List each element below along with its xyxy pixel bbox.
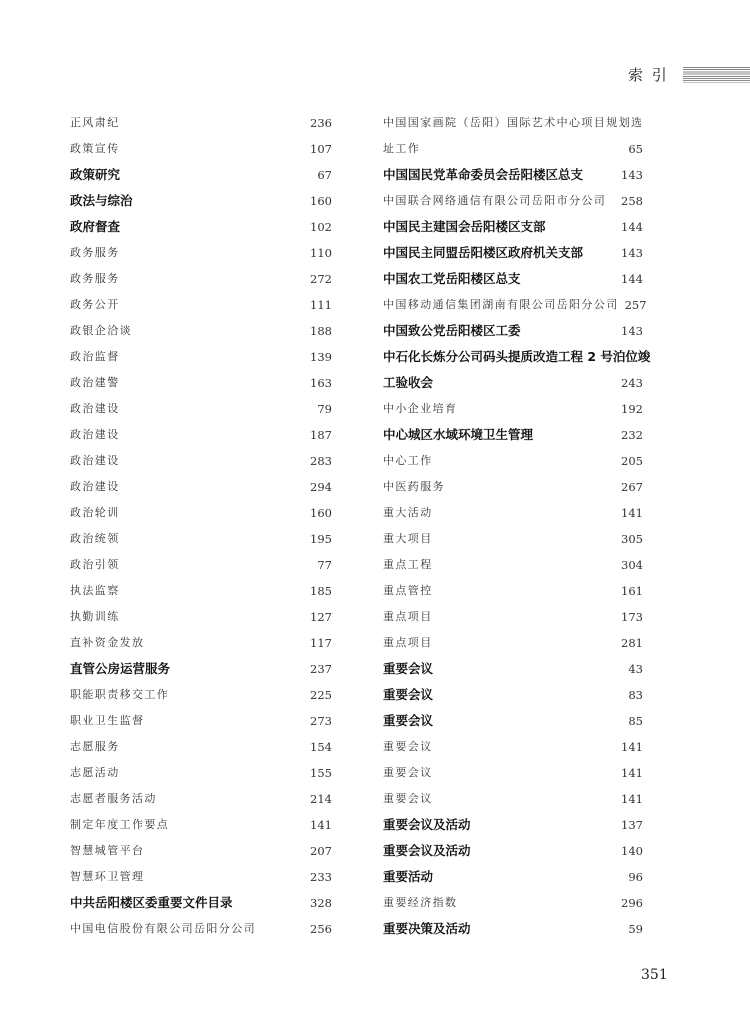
index-page-ref: 144 (621, 220, 643, 234)
index-term: 志愿者服务活动 (70, 792, 157, 805)
index-entry (383, 474, 643, 500)
index-term: 中国国家画院（岳阳）国际艺术中心项目规划选 (383, 116, 644, 129)
index-entry (383, 630, 643, 656)
index-term: 政治建警 (70, 376, 120, 389)
index-term: 重大项目 (383, 532, 433, 545)
index-entry (383, 240, 643, 266)
index-entry (383, 864, 643, 890)
index-entry (70, 214, 332, 240)
index-entry (383, 162, 643, 188)
index-page-ref: 305 (621, 532, 643, 546)
index-page-ref: 192 (621, 402, 643, 416)
page-number: 351 (641, 967, 668, 983)
index-term: 重要决策及活动 (383, 921, 471, 936)
index-entry (383, 786, 643, 812)
index-page-ref: 233 (310, 870, 332, 884)
index-term: 政治建设 (70, 480, 120, 493)
index-page-ref: 67 (317, 168, 332, 182)
index-term: 重要会议 (383, 713, 434, 728)
index-entry (383, 812, 643, 838)
index-entry (70, 864, 332, 890)
index-entry (70, 708, 332, 734)
index-term: 重点项目 (383, 610, 433, 623)
index-entry (383, 136, 643, 162)
index-page-ref: 173 (621, 610, 643, 624)
index-entry (70, 136, 332, 162)
index-term: 政法与综治 (70, 193, 133, 208)
index-term: 执法监察 (70, 584, 120, 597)
index-entry (383, 370, 643, 396)
index-page-ref: 273 (310, 714, 332, 728)
index-entry (383, 604, 643, 630)
header-decoration-lines (683, 67, 750, 83)
index-entry (383, 500, 643, 526)
index-entry (383, 734, 643, 760)
index-term: 工验收会 (383, 375, 434, 390)
index-term: 政治建设 (70, 428, 120, 441)
index-term: 中共岳阳楼区委重要文件目录 (70, 895, 233, 910)
index-page-ref: 281 (621, 636, 643, 650)
index-page-ref: 144 (621, 272, 643, 286)
index-page-ref: 187 (310, 428, 332, 442)
index-term: 址工作 (383, 142, 421, 155)
index-term: 重要会议 (383, 740, 433, 753)
index-page-ref: 225 (310, 688, 332, 702)
index-term: 政治建设 (70, 454, 120, 467)
index-term: 重要会议 (383, 661, 434, 676)
index-page-ref: 85 (628, 714, 643, 728)
index-entry (383, 916, 643, 942)
index-column-right (383, 110, 651, 942)
index-term: 志愿活动 (70, 766, 120, 779)
index-page-ref: 257 (624, 298, 647, 312)
index-page-ref: 96 (628, 870, 643, 884)
index-page-ref: 205 (621, 454, 643, 468)
index-column-left (70, 110, 332, 942)
index-page-ref: 258 (621, 194, 643, 208)
index-entry (70, 552, 332, 578)
index-term: 中国移动通信集团湖南有限公司岳阳分公司 (383, 298, 619, 311)
index-term: 正风肃纪 (70, 116, 120, 129)
index-term: 政务公开 (70, 298, 120, 311)
index-term: 重大活动 (383, 506, 433, 519)
index-page-ref: 137 (621, 818, 643, 832)
index-term: 重要会议及活动 (383, 817, 471, 832)
index-page-ref: 328 (310, 896, 332, 910)
index-page-ref: 256 (310, 922, 332, 936)
index-page-ref: 143 (621, 168, 643, 182)
index-page-ref: 296 (621, 896, 643, 910)
index-entry (383, 760, 643, 786)
index-entry (70, 162, 332, 188)
index-page-ref: 272 (310, 272, 332, 286)
index-term: 政务服务 (70, 272, 120, 285)
index-entry (383, 448, 643, 474)
index-term: 中小企业培育 (383, 402, 458, 415)
index-entry (383, 188, 643, 214)
index-term: 中国联合网络通信有限公司岳阳市分公司 (383, 194, 607, 207)
index-entry (383, 552, 643, 578)
index-term: 政治建设 (70, 402, 120, 415)
index-term: 政治轮训 (70, 506, 120, 519)
index-term: 重点项目 (383, 636, 433, 649)
index-page-ref: 59 (628, 922, 643, 936)
index-page-ref: 77 (317, 558, 332, 572)
index-term: 重要会议 (383, 687, 434, 702)
index-entry (70, 240, 332, 266)
index-term: 直补资金发放 (70, 636, 145, 649)
index-entry (383, 838, 643, 864)
index-term: 政务服务 (70, 246, 120, 259)
index-entry (383, 708, 643, 734)
index-page-ref: 65 (628, 142, 643, 156)
index-page-ref: 111 (310, 298, 332, 312)
index-page-ref: 141 (310, 818, 332, 832)
index-page-ref: 141 (621, 792, 643, 806)
index-page-ref: 83 (628, 688, 643, 702)
index-entry (70, 422, 332, 448)
index-page-ref: 237 (310, 662, 332, 676)
index-entry (383, 396, 643, 422)
index-page-ref: 294 (310, 480, 332, 494)
index-entry (70, 578, 332, 604)
index-entry (383, 110, 643, 136)
index-term: 重要会议 (383, 766, 433, 779)
index-page-ref: 110 (310, 246, 332, 260)
index-entry (383, 422, 643, 448)
index-entry (70, 812, 332, 838)
index-term: 重要活动 (383, 869, 434, 884)
index-term: 重要会议 (383, 792, 433, 805)
section-title: 索 引 (628, 66, 669, 84)
index-entry (70, 266, 332, 292)
index-page-ref: 141 (621, 506, 643, 520)
index-entry (70, 396, 332, 422)
index-page-ref: 141 (621, 766, 643, 780)
index-page-ref: 236 (310, 116, 332, 130)
index-entry (70, 656, 332, 682)
index-page-ref: 79 (317, 402, 332, 416)
index-page-ref: 154 (310, 740, 332, 754)
index-term: 重要经济指数 (383, 896, 458, 909)
index-entry (383, 214, 643, 240)
index-page-ref: 155 (310, 766, 332, 780)
index-entry (70, 188, 332, 214)
index-page-ref: 232 (621, 428, 643, 442)
index-entry (70, 760, 332, 786)
index-page-ref: 143 (621, 324, 643, 338)
index-term: 中国致公党岳阳楼区工委 (383, 323, 521, 338)
index-term: 重点管控 (383, 584, 433, 597)
index-page-ref: 207 (310, 844, 332, 858)
index-term: 中国民主建国会岳阳楼区支部 (383, 219, 546, 234)
index-term: 重点工程 (383, 558, 433, 571)
index-term: 职能职责移交工作 (70, 688, 170, 701)
index-entry (70, 526, 332, 552)
index-page-ref: 188 (310, 324, 332, 338)
index-page-ref: 160 (310, 506, 332, 520)
index-term: 制定年度工作要点 (70, 818, 170, 831)
index-page-ref: 161 (621, 584, 643, 598)
index-entry (70, 292, 332, 318)
index-term: 中国农工党岳阳楼区总支 (383, 271, 521, 286)
index-entry (70, 890, 332, 916)
index-page-ref: 214 (310, 792, 332, 806)
index-entry (70, 786, 332, 812)
index-page-ref: 283 (310, 454, 332, 468)
index-page-ref: 107 (310, 142, 332, 156)
index-term: 智慧城管平台 (70, 844, 145, 857)
index-page-ref: 127 (310, 610, 332, 624)
index-entry (383, 578, 643, 604)
index-page-ref: 267 (621, 480, 643, 494)
index-term: 政治统领 (70, 532, 120, 545)
index-entry (70, 370, 332, 396)
index-term: 中石化长炼分公司码头提质改造工程 2 号泊位竣 (383, 349, 651, 364)
index-term: 中医药服务 (383, 480, 445, 493)
index-entry (70, 318, 332, 344)
index-entry (70, 630, 332, 656)
index-page-ref: 143 (621, 246, 643, 260)
index-term: 重要会议及活动 (383, 843, 471, 858)
index-page-ref: 163 (310, 376, 332, 390)
index-term: 政府督查 (70, 219, 121, 234)
index-entry (70, 474, 332, 500)
index-page-ref: 304 (621, 558, 643, 572)
index-page-ref: 243 (621, 376, 643, 390)
index-entry (383, 682, 643, 708)
index-term: 中心工作 (383, 454, 433, 467)
index-page-ref: 139 (310, 350, 332, 364)
index-page-ref: 195 (310, 532, 332, 546)
index-page-ref: 43 (628, 662, 643, 676)
index-entry (70, 344, 332, 370)
index-term: 执勤训练 (70, 610, 120, 623)
index-entry (383, 526, 643, 552)
index-term: 志愿服务 (70, 740, 120, 753)
index-entry (383, 656, 643, 682)
index-term: 中国民主同盟岳阳楼区政府机关支部 (383, 245, 584, 260)
index-page-ref: 141 (621, 740, 643, 754)
index-entry (70, 448, 332, 474)
index-page-ref: 117 (310, 636, 332, 650)
index-entry (70, 916, 332, 942)
index-entry (383, 266, 643, 292)
index-term: 政治监督 (70, 350, 120, 363)
index-term: 职业卫生监督 (70, 714, 145, 727)
index-term: 政治引领 (70, 558, 120, 571)
index-page-ref: 185 (310, 584, 332, 598)
index-term: 直管公房运营服务 (70, 661, 171, 676)
index-entry (70, 734, 332, 760)
index-entry (70, 500, 332, 526)
index-entry (70, 110, 332, 136)
index-page-ref: 160 (310, 194, 332, 208)
index-term: 中心城区水域环境卫生管理 (383, 427, 534, 442)
index-entry (383, 890, 643, 916)
index-entry (70, 682, 332, 708)
index-entry (383, 344, 651, 370)
index-term: 政策研究 (70, 167, 121, 182)
index-term: 智慧环卫管理 (70, 870, 145, 883)
index-entry (383, 292, 647, 318)
index-term: 政银企洽谈 (70, 324, 132, 337)
index-page-ref: 102 (310, 220, 332, 234)
index-term: 中国电信股份有限公司岳阳分公司 (70, 922, 256, 935)
index-entry (70, 604, 332, 630)
index-term: 中国国民党革命委员会岳阳楼区总支 (383, 167, 584, 182)
index-term: 政策宣传 (70, 142, 120, 155)
index-entry (70, 838, 332, 864)
index-page-ref: 140 (621, 844, 643, 858)
index-entry (383, 318, 643, 344)
